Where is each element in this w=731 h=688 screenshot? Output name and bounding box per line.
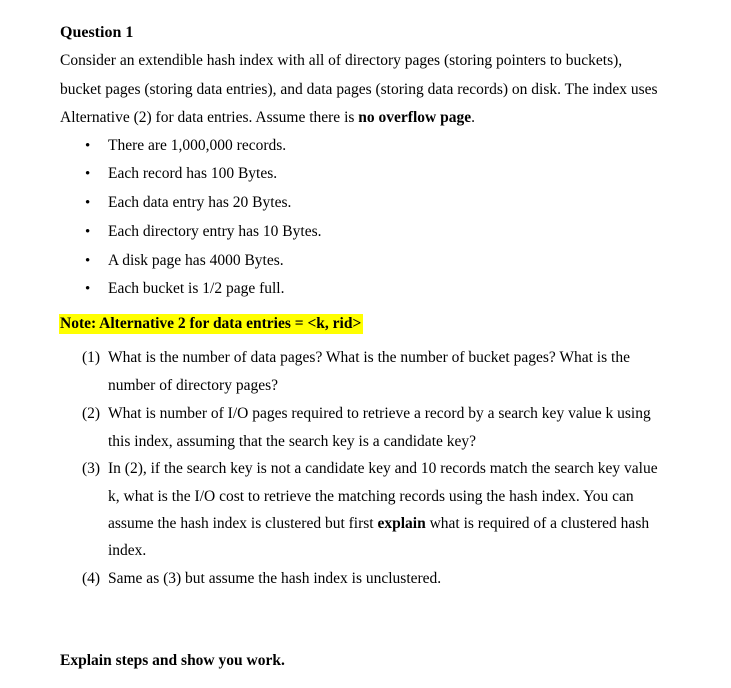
sub-question-number: (2) [82,405,101,422]
sub-question-line: What is number of I/O pages required to retrieve a record by a search key value k using [108,405,651,422]
bullet-item-bucket-fill [85,280,284,298]
no-overflow-page-emphasis: no overflow page [358,109,472,126]
sub-question-line: index. [108,542,147,559]
intro-line-3-suffix: . [471,109,475,126]
bullet-text: Each data entry has 20 Bytes. [108,194,292,211]
bullet-item-record-size [85,165,277,183]
intro-line-2: bucket pages (storing data entries), and data pages (storing data records) on disk. The index uses [60,81,658,98]
sub-question-line: In (2), if the search key is not a candidate key and 10 records match the search key value [108,460,658,477]
sub-question-line: k, what is the I/O cost to retrieve the matching records using the hash index. You can [108,488,634,505]
sub-question-number: (3) [82,460,101,477]
sub-question-number: (4) [82,570,101,587]
question-title: Question 1 [60,24,134,41]
footer-instruction: Explain steps and show you work. [60,652,285,669]
bullet-icon: • [85,166,91,182]
bullet-item-data-entry-size [85,194,291,212]
bullet-icon: • [85,253,91,269]
sub-question-line [108,515,649,533]
highlighted-note: Note: Alternative 2 for data entries = <k, rid> [60,315,362,332]
explain-prefix: assume the hash index is clustered but first [108,515,378,532]
bullet-icon: • [85,138,91,154]
sub-question-line: this index, assuming that the search key is a candidate key? [108,433,477,450]
bullet-text: A disk page has 4000 Bytes. [108,252,284,269]
sub-question-line: number of directory pages? [108,377,279,394]
bullet-icon: • [85,281,91,297]
sub-question-number: (1) [82,349,101,366]
bullet-text: Each record has 100 Bytes. [108,165,278,182]
bullet-icon: • [85,195,91,211]
explain-emphasis: explain [377,515,426,532]
sub-question-line: Same as (3) but assume the hash index is unclustered. [108,570,442,587]
intro-line-1: Consider an extendible hash index with all of directory pages (storing pointers to buckets), [60,52,623,69]
intro-line-3 [60,109,475,127]
bullet-text: There are 1,000,000 records. [108,137,287,154]
bullet-text: Each directory entry has 10 Bytes. [108,223,322,240]
intro-line-3-prefix: Alternative (2) for data entries. Assume there is [60,109,359,126]
sub-question-line: What is the number of data pages? What is the number of bucket pages? What is the [108,349,630,366]
bullet-item-page-size [85,252,284,270]
bullet-item-records [85,137,286,155]
bullet-text: Each bucket is 1/2 page full. [108,280,285,297]
bullet-item-directory-entry-size [85,223,322,241]
bullet-icon: • [85,224,91,240]
explain-suffix: what is required of a clustered hash [425,515,650,532]
